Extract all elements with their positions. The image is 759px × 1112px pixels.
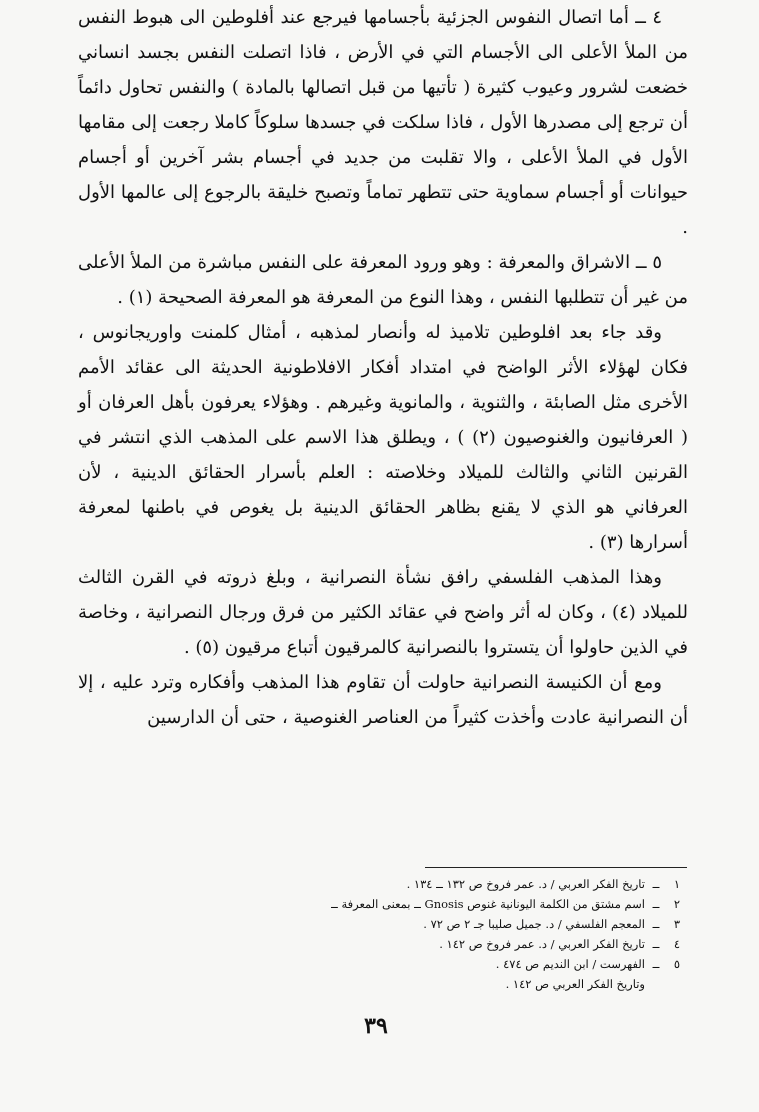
footnote	[330, 934, 687, 954]
footnote-text: تاريخ الفكر العربي / د. عمر فروخ ص ١٤٢ .	[439, 937, 645, 951]
footnote-number: ٣	[673, 917, 681, 931]
footnote-number: ٢	[673, 897, 681, 911]
footnote-text: اسم مشتق من الكلمة اليونانية غنوص Gnosis ــ بمعنى المعرفة ــ	[331, 897, 645, 911]
footnote-continuation	[330, 974, 687, 994]
footnote-dash: ــ	[652, 917, 660, 931]
footnote	[330, 894, 687, 914]
footnote-dash: ــ	[652, 957, 660, 971]
paragraph-4: وهذا المذهب الفلسفي رافق نشأة النصرانية ، وبلغ ذروته في القرن الثالث للميلاد (٤) ، وكان له أثر واضح في عقائد الكثير من فرق ورجال النصرانية ، وخاصة في الذين حاولوا أن يتستروا بالنصرانية كالمرقيون أتباع مرقيون (٥) .	[78, 567, 689, 658]
footnote-number: ٤	[673, 937, 681, 951]
footnote-text: الفهرست / ابن النديم ص ٤٧٤ .	[495, 957, 645, 971]
footnote-dash: ــ	[652, 877, 660, 891]
footnote	[330, 874, 687, 894]
paragraph-3: وقد جاء بعد افلوطين تلاميذ له وأنصار لمذهبه ، أمثال كلمنت واوريجانوس ، فكان لهؤلاء الأثر الواضح في امتداد أفكار الافلاطونية الحديثة الى عقائد الأمم الأخرى مثل الصابئة ، والثنوية ، والمانوية وغيرهم . وهؤلاء يعرفون بأهل العرفان أو ( العرفانيون والغنوصيون (٢) ) ، ويطلق هذا الاسم على المذهب الذي انتشر في القرنين الثاني والثالث للميلاد وخلاصته : العلم بأسرار الحقائق الدينية ، لأن العرفاني هو الذي لا يقنع بظاهر الحقائق الدينية بل يغوص في باطنها لمعرفة أسرارها (٣) .	[78, 322, 688, 553]
footnote-divider	[425, 867, 687, 868]
footnote-dash: ــ	[652, 897, 660, 911]
footnote-dash: ــ	[652, 937, 660, 951]
page-number: ٣٩	[364, 1013, 388, 1039]
paragraph-2: ٥ ــ الاشراق والمعرفة : وهو ورود المعرفة على النفس مباشرة من الملأ الأعلى من غير أن تتطلبها النفس ، وهذا النوع من المعرفة هو المعرفة الصحيحة (١) .	[78, 252, 688, 308]
footnote-number: ١	[673, 877, 681, 891]
footnote-text: تاريخ الفكر العربي / د. عمر فروخ ص ١٣٢ ــ ١٣٤ .	[406, 877, 645, 891]
footnote	[330, 954, 687, 974]
body-text	[78, 0, 688, 735]
footnote-number: ٥	[673, 957, 681, 971]
footnote	[330, 914, 687, 934]
footnote-text: المعجم الفلسفي / د. جميل صليبا جـ ٢ ص ٧٢ .	[423, 917, 645, 931]
footnote-text: وتاريخ الفكر العربي ص ١٤٢ .	[505, 977, 645, 991]
paragraph-5: ومع أن الكنيسة النصرانية حاولت أن تقاوم هذا المذهب وأفكاره وترد عليه ، إلا أن النصرانية عادت وأخذت كثيراً من العناصر الغنوصية ، حتى أن الدارسين	[78, 672, 688, 728]
paragraph-1: ٤ ــ أما اتصال النفوس الجزئية بأجسامها فيرجع عند أفلوطين الى هبوط النفس من الملأ الأعلى الى الأجسام التي في الأرض ، فاذا اتصلت النفس بجسد انساني خضعت لشرور وعيوب كثيرة ( تأتيها من قبل اتصالها بالمادة ) والنفس تحاول دائماً أن ترجع إلى مصدرها الأول ، فاذا سلكت في جسدها سلوكاً كاملا رجعت إلى مقامها الأول في الملأ الأعلى ، والا تقلبت من جديد في أجسام بشر آخرين أو أجسام حيوانات أو أجسام سماوية حتى تتطهر تماماً وتصبح خليقة بالرجوع إلى عالمها الأول .	[78, 7, 688, 238]
footnotes	[330, 874, 687, 994]
